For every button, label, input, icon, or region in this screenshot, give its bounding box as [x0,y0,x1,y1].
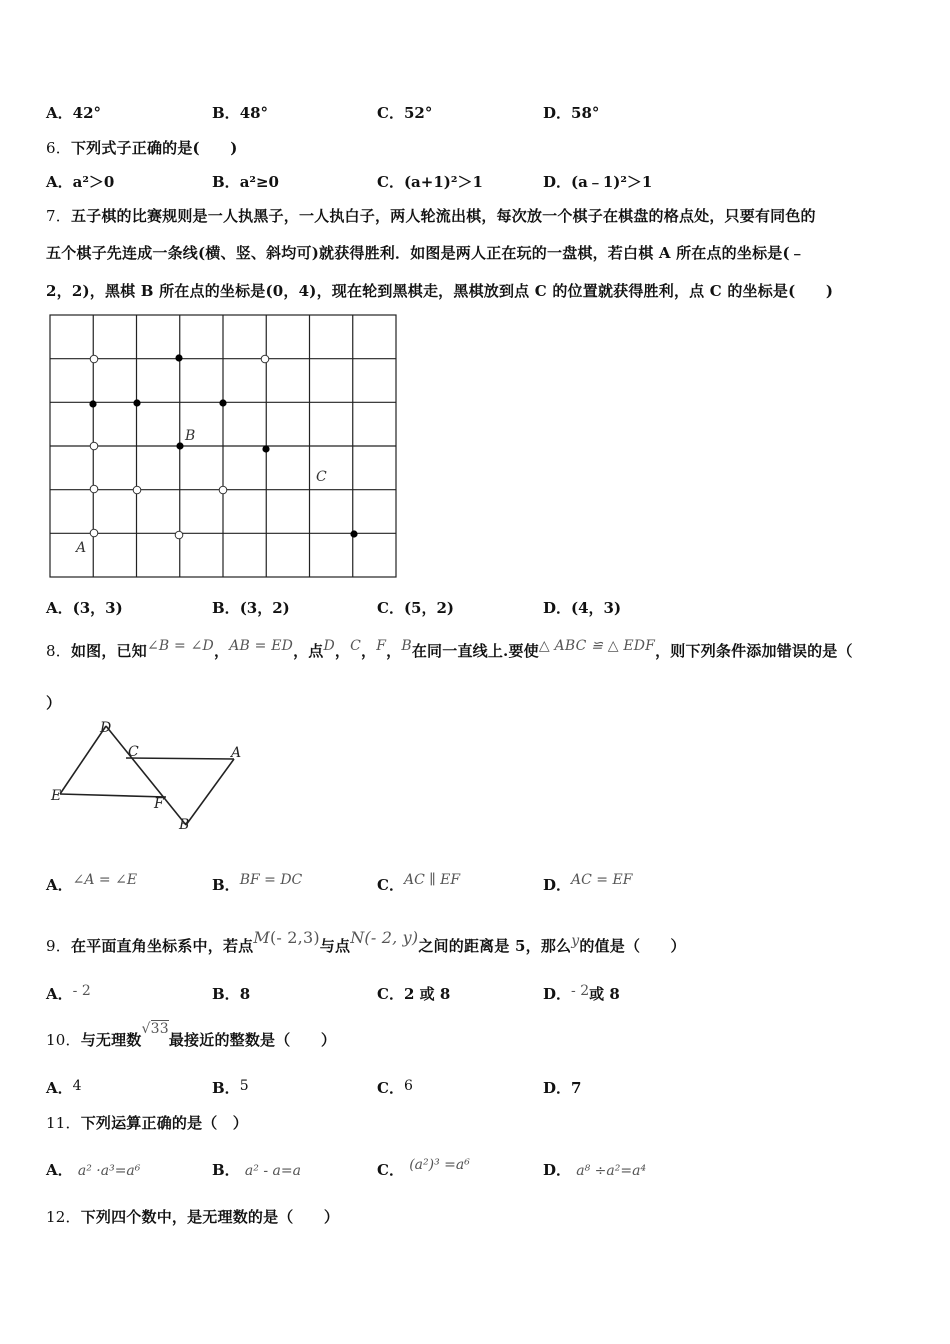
option-d: D．AC = EF [543,872,633,894]
option-d: D． a⁸ ÷a²=a⁴ [543,1161,647,1179]
option-c: C．(a+1)²＞1 [377,173,483,191]
question-6-stem: 6．下列式子正确的是( ) [46,139,238,157]
option-c: C．2 或 8 [377,985,451,1003]
triangles-figure [48,720,258,835]
option-b: B．5 [212,1078,249,1097]
option-d: D．58° [543,104,600,122]
point-e-label: E [51,788,62,804]
option-c: C．52° [377,104,433,122]
gomoku-board-figure [48,313,400,581]
white-stone [133,486,141,494]
point-a-label: A [231,745,242,761]
option-d: D．(4，3) [543,599,622,617]
black-stone [176,442,183,449]
sqrt-expression: √33 [141,1021,169,1037]
option-d: D．- 2或 8 [543,983,620,1003]
question-7-line-2: 五个棋子先连成一条线(横、竖、斜均可)就获得胜利．如图是两人正在玩的一盘棋，若白棋 A 所在点的坐标是(﹣ [46,244,805,262]
white-stone [261,355,269,363]
point-f-label: F [154,796,164,812]
option-c: C． (a²)³ =a⁶ [377,1157,470,1179]
white-stone [90,529,98,537]
question-7-line-1: 7．五子棋的比赛规则是一人执黑子，一人执白子，两人轮流出棋，每次放一个棋子在棋盘的格点处，只要有同色的 [46,207,816,225]
black-stone [175,354,182,361]
point-d-label: D [100,720,112,736]
point-b-label: B [185,428,196,444]
black-stone [219,399,226,406]
question-8-line-1: 8．如图，已知∠B = ∠D，AB = ED，点D，C，F，B在同一直线上.要使△ ABC ≌ △ EDF，则下列条件添加错误的是（ [46,638,853,660]
option-b: B．8 [212,985,251,1003]
white-stone [90,485,98,493]
option-b: B．(3，2) [212,599,290,617]
option-b: B．a²≥0 [212,173,279,191]
option-c: C．(5，2) [377,599,455,617]
black-stone [350,530,357,537]
option-d: D．7 [543,1079,582,1097]
question-11-stem: 11．下列运算正确的是（ ） [46,1114,248,1132]
question-9-stem: 9．在平面直角坐标系中，若点M(- 2,3)与点N(- 2, y)之间的距离是 5，那么y的值是（ ） [46,928,686,955]
option-c: C．AC ∥ EF [377,872,461,894]
option-a: A． a² ·a³=a⁶ [46,1161,141,1179]
option-d: D．(a﹣1)²＞1 [543,173,653,191]
question-10-stem: 10．与无理数√33最接近的整数是（ ） [46,1021,337,1049]
point-b-label: B [179,817,190,833]
question-7-line-3: 2，2)，黑棋 B 所在点的坐标是(0，4)，现在轮到黑棋走，黑棋放到点 C 的位置就获得胜利，点 C 的坐标是( ) [46,282,834,300]
white-stone [219,486,227,494]
board-grid [50,315,396,577]
white-stone [90,355,98,363]
option-a: A．42° [46,104,102,122]
point-c-label: C [128,744,139,760]
option-a: A．4 [46,1078,82,1097]
white-stone [90,442,98,450]
option-b: B．BF = DC [212,872,303,894]
point-a-label: A [76,540,87,556]
point-c-label: C [316,469,327,485]
option-a: A．a²＞0 [46,173,115,191]
question-12-stem: 12．下列四个数中，是无理数的是（ ） [46,1208,340,1226]
black-stone [89,400,96,407]
black-stone [262,445,269,452]
option-b: B． a² - a=a [212,1161,301,1179]
option-b: B．48° [212,104,269,122]
white-stone [175,531,183,539]
option-a: A．- 2 [46,983,91,1003]
option-a: A．∠A = ∠E [46,872,138,894]
black-stone [133,399,140,406]
question-8-line-2: ） [46,694,62,712]
option-a: A．(3，3) [46,599,123,617]
option-c: C．6 [377,1078,413,1097]
